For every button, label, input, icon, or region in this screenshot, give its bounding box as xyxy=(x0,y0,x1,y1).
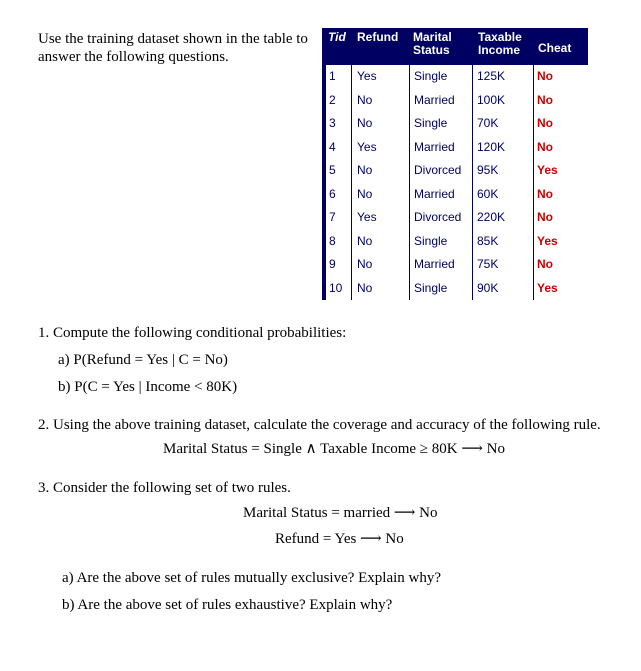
cell-cheat: Yes xyxy=(537,233,558,248)
cell-income: 100K xyxy=(477,92,506,107)
cell-refund: No xyxy=(357,116,373,130)
table-row xyxy=(326,230,588,254)
cell-refund: No xyxy=(357,186,373,201)
cell-marital: Single xyxy=(414,69,448,83)
table-row xyxy=(326,183,588,207)
question-1a: a) P(Refund = Yes | C = No) xyxy=(58,352,228,368)
cell-marital: Married xyxy=(414,257,455,271)
cell-income: 125K xyxy=(477,69,506,83)
cell-marital: Divorced xyxy=(414,163,462,177)
header-refund: Refund xyxy=(357,30,399,44)
cell-tid: 3 xyxy=(329,116,336,130)
question-3-rule-1: Marital Status = married ⟶ No xyxy=(243,505,438,521)
cell-cheat: No xyxy=(537,139,553,154)
header-income-line1: Taxable xyxy=(478,30,522,44)
table-row xyxy=(326,65,588,89)
cell-income: 75K xyxy=(477,257,499,271)
cell-marital: Divorced xyxy=(414,210,462,224)
table-row xyxy=(326,253,588,277)
cell-marital: Married xyxy=(414,139,455,154)
cell-income: 220K xyxy=(477,210,506,224)
column-divider xyxy=(351,65,352,300)
header-marital-line2: Status xyxy=(413,43,450,57)
column-divider xyxy=(409,65,410,300)
cell-tid: 7 xyxy=(329,210,336,224)
question-1b: b) P(C = Yes | Income < 80K) xyxy=(58,379,238,395)
header-marital-line1: Marital xyxy=(413,30,452,44)
header-tid: Tid xyxy=(328,30,346,44)
cell-tid: 5 xyxy=(329,163,336,177)
question-2-title: 2. Using the above training dataset, calculate the coverage and accuracy of the following rule. xyxy=(38,417,601,433)
cell-marital: Married xyxy=(414,92,455,107)
cell-cheat: No xyxy=(537,257,553,271)
cell-cheat: No xyxy=(537,69,553,83)
cell-income: 90K xyxy=(477,280,499,295)
cell-cheat: No xyxy=(537,186,553,201)
cell-refund: No xyxy=(357,163,373,177)
cell-cheat: No xyxy=(537,116,553,130)
header-cheat: Cheat xyxy=(538,41,572,55)
cell-tid: 4 xyxy=(329,139,336,154)
cell-refund: Yes xyxy=(357,139,377,154)
intro-text: Use the training dataset shown in the table to answer the following questions. xyxy=(38,31,308,65)
cell-tid: 2 xyxy=(329,92,336,107)
table-row xyxy=(326,206,588,230)
cell-refund: No xyxy=(357,233,373,248)
column-divider xyxy=(472,65,473,300)
cell-income: 85K xyxy=(477,233,499,248)
cell-marital: Single xyxy=(414,280,448,295)
cell-tid: 1 xyxy=(329,69,336,83)
cell-cheat: Yes xyxy=(537,163,558,177)
cell-income: 95K xyxy=(477,163,499,177)
table-body xyxy=(326,65,588,300)
header-income-line2: Income xyxy=(478,43,521,57)
cell-cheat: Yes xyxy=(537,280,558,295)
question-1-title: 1. Compute the following conditional probabilities: xyxy=(38,325,347,341)
cell-cheat: No xyxy=(537,210,553,224)
table-row xyxy=(326,277,588,301)
table-row xyxy=(326,112,588,136)
training-dataset-table xyxy=(322,28,588,300)
question-3b: b) Are the above set of rules exhaustive? Explain why? xyxy=(62,597,393,613)
cell-income: 120K xyxy=(477,139,506,154)
cell-tid: 9 xyxy=(329,257,336,271)
cell-refund: No xyxy=(357,257,373,271)
table-row xyxy=(326,136,588,160)
column-divider xyxy=(533,65,534,300)
cell-tid: 8 xyxy=(329,233,336,248)
question-3-rule-2: Refund = Yes ⟶ No xyxy=(275,531,404,547)
table-row xyxy=(326,89,588,113)
cell-tid: 6 xyxy=(329,186,336,201)
cell-income: 60K xyxy=(477,186,499,201)
cell-income: 70K xyxy=(477,116,499,130)
cell-marital: Married xyxy=(414,186,455,201)
question-3-title: 3. Consider the following set of two rules. xyxy=(38,480,291,496)
cell-marital: Single xyxy=(414,233,448,248)
question-2-rule: Marital Status = Single ∧ Taxable Income ≥ 80K ⟶ No xyxy=(163,441,505,457)
table-row xyxy=(326,159,588,183)
cell-tid: 10 xyxy=(329,280,343,295)
cell-refund: Yes xyxy=(357,210,377,224)
question-3a: a) Are the above set of rules mutually exclusive? Explain why? xyxy=(62,570,442,586)
cell-marital: Single xyxy=(414,116,448,130)
cell-refund: No xyxy=(357,92,373,107)
cell-cheat: No xyxy=(537,92,553,107)
cell-refund: Yes xyxy=(357,69,377,83)
cell-refund: No xyxy=(357,280,373,295)
